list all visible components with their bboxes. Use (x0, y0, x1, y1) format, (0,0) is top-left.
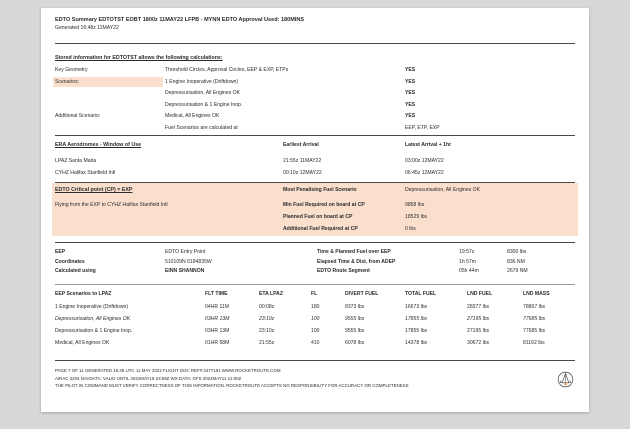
critical-point-row-value: 9858 lbs (405, 202, 425, 208)
cell-fl: 410 (311, 339, 320, 346)
stored-info-status: YES (405, 90, 416, 97)
critical-point-divider (55, 242, 575, 243)
critical-point-row-label: Most Penalising Fuel Scenario (283, 187, 357, 193)
era-section-title: ERA Aerodromes - Window of Use (55, 142, 142, 148)
header-divider (55, 43, 575, 44)
page-title: EDTO Summary EDTOTST EOBT 1800z 11MAY22 LFPB - MYNN EDTO Approval Used: 180MINS (55, 17, 305, 23)
stored-info-value: Medical, All Engines OK (165, 113, 220, 120)
document-page (41, 8, 589, 412)
col-flt-time: FLT TIME (205, 291, 228, 297)
stored-info-status: YES (405, 67, 416, 74)
eep-right-value-2: 836 NM (507, 258, 525, 265)
stored-info-status: YES (405, 101, 416, 108)
eep-value: 510109N 0184835W (165, 258, 212, 265)
table-row (55, 313, 575, 325)
document-footer (55, 367, 575, 390)
table-divider (55, 360, 575, 361)
eep-value: EINN SHANNON (165, 268, 205, 274)
scenarios-table-section (55, 292, 575, 349)
col-eta: ETA LPAZ (259, 291, 283, 297)
stored-info-status: YES (405, 113, 416, 120)
col-divert-fuel: DIVERT FUEL (345, 291, 379, 297)
stored-info-row (55, 103, 575, 114)
cell-lnd-mass: 78867 lbs (523, 303, 546, 310)
critical-point-subtitle: Flying from the EXP to CYHZ Halifax Stanfield Intl (55, 202, 168, 208)
cell-scenario: 1 Engine Inoperative (Driftdown) (55, 303, 129, 310)
stored-info-value: Threshold Circles, Approval Circles, EEP & EXP, ETPs (165, 67, 289, 74)
document-sheet (55, 18, 575, 398)
cell-total-fuel: 14378 lbs (405, 339, 428, 346)
era-latest: 06:45z 12MAY22 (405, 170, 444, 176)
stored-info-label: Key Geometry (55, 67, 88, 74)
eep-right-label: Time & Planned Fuel over EEP (317, 249, 391, 255)
critical-point-row-label: Min Fuel Required on board at CP (283, 202, 365, 208)
cell-scenario: Depressurisation & 1 Engine Inop. (55, 327, 133, 334)
era-aerodromes-section (55, 143, 575, 183)
stored-info-value: Depressurisation, All Engines OK (165, 90, 241, 97)
cell-fl: 100 (311, 327, 320, 334)
critical-point-section (52, 183, 578, 236)
col-lnd-mass: LND MASS (523, 291, 550, 297)
era-earliest: 21:55z 11MAY22 (283, 158, 322, 164)
cell-divert-fuel: 9555 lbs (345, 315, 365, 322)
stored-info-divider (55, 135, 575, 136)
stored-information-section (55, 56, 575, 134)
cell-total-fuel: 17855 lbs (405, 327, 428, 334)
era-col-earliest: Earliest Arrival (283, 142, 319, 148)
cell-scenario: Medical, All Engines OK (55, 339, 110, 346)
critical-point-row (55, 227, 575, 239)
cell-divert-fuel: 8373 lbs (345, 303, 365, 310)
table-row (55, 302, 575, 314)
stored-info-row (55, 114, 575, 125)
era-aerodrome: LPAZ Santa Maria (55, 158, 97, 164)
stored-info-label: Additional Scenario: (55, 113, 101, 120)
eep-right-value-2: 2679 NM (507, 268, 528, 274)
eep-right-label: Elapsed Time & Dist. from ADEP (317, 258, 396, 265)
cell-flt-time: 01HR 58M (205, 339, 230, 346)
stored-info-row (55, 91, 575, 102)
footer-line-3: THE PILOT IN COMMAND MUST VERIFY CORRECTNESS OF THIS INFORMATION. ROCKETROUTE ACCEPTS NO RESPONSIBILITY FOR ACCURACY OR COMPLETENESS (55, 383, 409, 389)
table-row (55, 325, 575, 337)
cell-lnd-mass: 81162 lbs (523, 339, 545, 346)
eep-label: Calculated using (55, 268, 96, 274)
cell-fl: 100 (311, 315, 320, 322)
critical-point-title: EDTO Critical point (CP) = EXP (55, 187, 133, 193)
critical-point-row-value: 0 lbs (405, 226, 416, 232)
cell-lnd-fuel: 28377 lbs (467, 303, 490, 310)
critical-point-header-row (55, 188, 575, 200)
cell-total-fuel: 17855 lbs (405, 315, 428, 322)
stored-information-title: Stored information for EDTOTST allows the following calculations: (55, 55, 223, 61)
eep-label: Coordinates (55, 258, 85, 265)
cell-lnd-mass: 77685 lbs (523, 315, 546, 322)
eep-row (55, 250, 575, 260)
footer-line-2: AIRAC 2204 NAVDATA: VALID UNTIL 2022MAY18 23:59Z WX DATA: GFS 2022MAY11 12:00Z (55, 375, 242, 381)
stored-info-status: YES (405, 78, 416, 85)
footer-line-1: PAGE 7 OF 11 GENERATED 16:48 UTC 11 MAY 2022 FLIGHT DOC REF#:3477181 WWW.ROCKETROUTE.COM (55, 368, 281, 373)
cell-flt-time: 03HR 13M (205, 315, 230, 322)
critical-point-row-label: Additional Fuel Required at CP (283, 226, 358, 232)
stored-info-row (55, 68, 575, 79)
cell-eta: 00:08z (259, 303, 275, 310)
stored-info-value: Depressurisation & 1 Engine Inop. (165, 101, 243, 108)
cell-total-fuel: 16673 lbs (405, 303, 428, 310)
stored-information-rows (55, 68, 575, 134)
eep-row (55, 260, 575, 270)
eep-right-value-2: 8300 lbs (507, 249, 527, 255)
critical-point-row-label: Planned Fuel on board at CP (283, 214, 353, 220)
stored-info-row (55, 80, 575, 91)
eep-right-value-1: 1h 57m (459, 258, 476, 265)
eep-value: EDTO Entry Point (165, 249, 206, 255)
cell-lnd-fuel: 30672 lbs (467, 339, 490, 346)
stored-info-status: EEP, ETP, EXP (405, 124, 440, 131)
cell-fl: 180 (311, 303, 320, 310)
eep-right-value-1: 19:57z (459, 249, 475, 255)
cell-scenario: Depressurisation, All Engines OK (55, 315, 131, 322)
era-earliest: 00:10z 12MAY22 (283, 170, 322, 176)
era-header-row (55, 143, 575, 155)
col-fl: FL (311, 291, 318, 297)
table-header-row (55, 292, 575, 302)
cell-lnd-fuel: 27195 lbs (467, 327, 490, 334)
col-scenario: EEP Scenarios to LPAZ (55, 291, 112, 297)
col-lnd-fuel: LND FUEL (467, 291, 493, 297)
eep-right-label: EDTO Route Segment (317, 268, 370, 274)
cell-eta: 23:10z (259, 327, 275, 334)
critical-point-row-value: 18529 lbs (405, 214, 428, 220)
cell-lnd-fuel: 27195 lbs (467, 315, 490, 322)
eep-divider (55, 284, 575, 285)
era-latest: 03:00z 12MAY22 (405, 158, 444, 164)
stored-info-value: 1 Engine Inoperative (Driftdown) (165, 78, 239, 85)
cell-lnd-mass: 77685 lbs (523, 327, 546, 334)
document-header (55, 18, 575, 31)
eep-section (55, 250, 575, 279)
cell-divert-fuel: 6078 lbs (345, 339, 365, 346)
generated-timestamp: Generated 16:48z 11MAY22 (55, 25, 119, 32)
stored-info-value: Fuel Scenarios are calculated at (165, 124, 238, 131)
era-aerodrome: CYHZ Halifax Stanfield Intl (55, 170, 116, 176)
table-row (55, 337, 575, 349)
rocketroute-logo-icon (556, 370, 575, 389)
cell-flt-time: 04HR 11M (205, 303, 229, 310)
eep-right-value-1: 05h 44m (459, 268, 479, 274)
era-col-latest: Latest Arrival + 1hr (405, 142, 452, 148)
cell-divert-fuel: 9555 lbs (345, 327, 365, 334)
stored-info-label: Scenarios: (55, 78, 80, 85)
cell-flt-time: 03HR 13M (205, 327, 230, 334)
cell-eta: 21:55z (259, 339, 275, 346)
scenarios-table (55, 292, 575, 349)
eep-label: EEP (55, 249, 66, 255)
eep-row (55, 269, 575, 279)
col-total-fuel: TOTAL FUEL (405, 291, 437, 297)
critical-point-row-value: Depressurisation, All Engines OK (405, 187, 481, 193)
cell-eta: 23:10z (259, 315, 275, 322)
